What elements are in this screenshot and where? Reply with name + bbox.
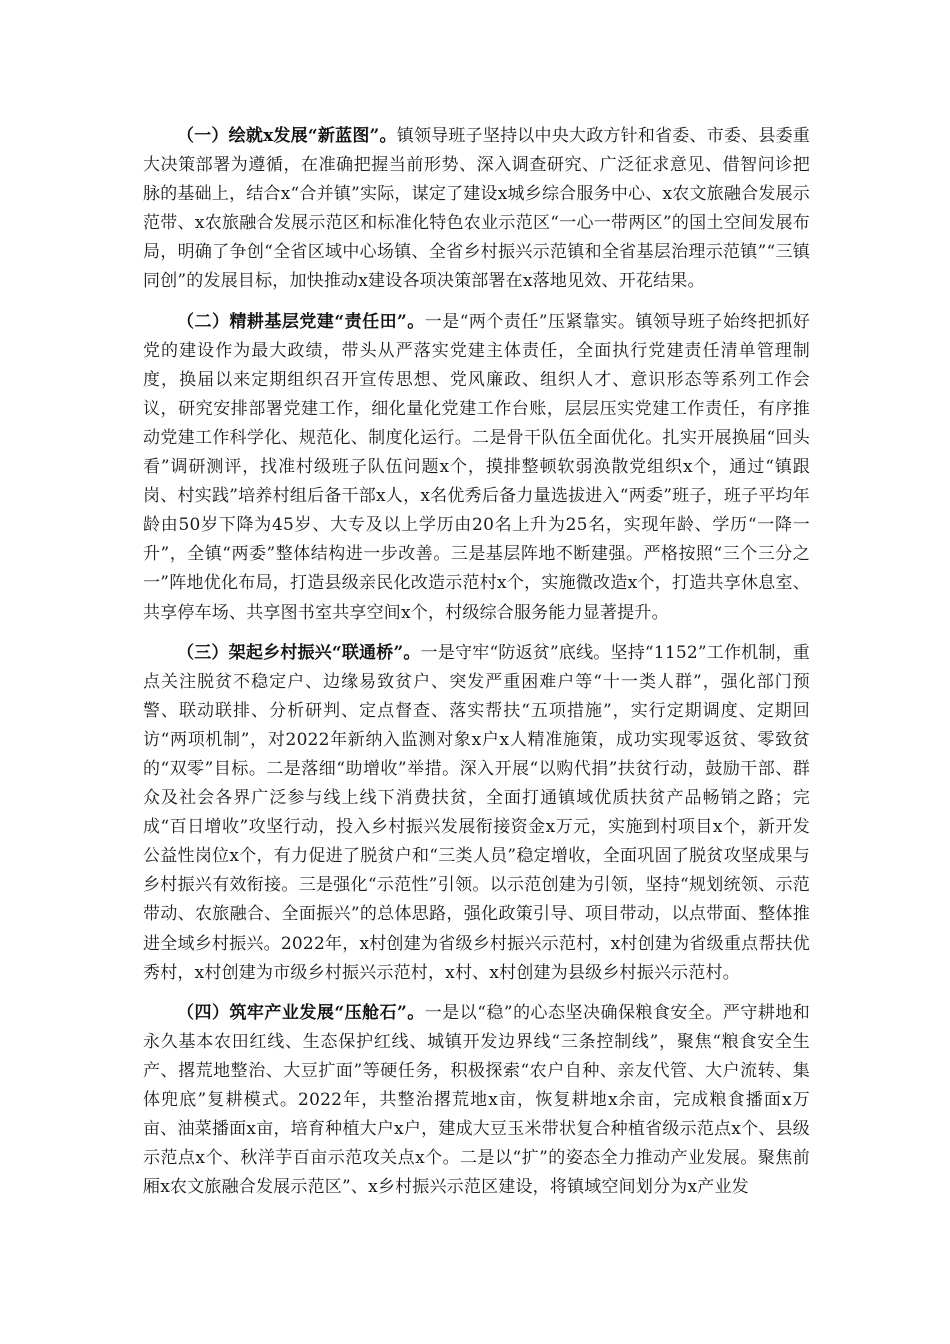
paragraph-1	[143, 122, 810, 297]
section-heading-4: （四）筑牢产业发展“压舱石”。	[177, 1002, 425, 1023]
section-body-2: 一是“两个责任”压紧靠实。镇领导班子始终把抓好党的建设作为最大政绩，带头从严落实党建主体责任，全面执行党建责任清单管理制度，换届以来定期组织召开宣传思想、党风廉政、组织人才、意识形态等系列工作会议，研究安排部署党建工作，细化量化党建工作台账，层层压实党建工作责任，有序推动党建工作科学化、规范化、制度化运行。二是骨干队伍全面优化。扎实开展换届“回头看”调研测评，找准村级班子队伍问题x个，摸排整顿软弱涣散党组织x个，通过“镇跟岗、村实践”培养村组后备干部x人，x名优秀后备力量选拔进入“两委”班子，班子平均年龄由50岁下降为45岁、大专及以上学历由20名上升为25名，实现年龄、学历“一降一升”，全镇“两委”整体结构进一步改善。三是基层阵地不断建强。严格按照“三个三分之一”阵地优化布局，打造县级亲民化改造示范村x个，实施微改造x个，打造共享休息室、共享停车场、共享图书室共享空间x个，村级综合服务能力显著提升。	[143, 311, 810, 623]
section-2	[143, 308, 810, 628]
section-body-4: 一是以“稳”的心态坚决确保粮食安全。严守耕地和永久基本农田红线、生态保护红线、城镇开发边界线“三条控制线”，聚焦“粮食安全生产、撂荒地整治、大豆扩面”等硬任务，积极探索“农户自种、亲友代管、大户流转、集体兜底”复耕模式。2022年，共整治撂荒地x亩，恢复耕地x余亩，完成粮食播面x万亩、油菜播面x亩，培育种植大户x户，建成大豆玉米带状复合种植省级示范点x个、县级示范点x个、秋洋芋百亩示范攻关点x个。二是以“扩”的姿态全力推动产业发展。聚焦前厢x农文旅融合发展示范区”、x乡村振兴示范区建设，将镇域空间划分为x产业发	[143, 1002, 810, 1198]
paragraph-3	[143, 639, 810, 988]
section-heading-2: （二）精耕基层党建“责任田”。	[177, 311, 425, 332]
section-3	[143, 639, 810, 988]
section-heading-3: （三）架起乡村振兴“联通桥”。	[177, 642, 421, 663]
section-body-1: 镇领导班子坚持以中央大政方针和省委、市委、县委重大决策部署为遵循，在准确把握当前形势、深入调查研究、广泛征求意见、借智问诊把脉的基础上，结合x“合并镇”实际，谋定了建设x城乡综合服务中心、x农文旅融合发展示范带、x农旅融合发展示范区和标准化特色农业示范区“一心一带两区”的国土空间发展布局，明确了争创“全省区域中心场镇、全省乡村振兴示范镇和全省基层治理示范镇”“三镇同创”的发展目标，加快推动x建设各项决策部署在x落地见效、开花结果。	[143, 126, 810, 292]
section-1	[143, 122, 810, 297]
paragraph-4	[143, 999, 810, 1203]
section-body-3: 一是守牢“防返贫”底线。坚持“1152”工作机制，重点关注脱贫不稳定户、边缘易致贫户、突发严重困难户等“十一类人群”，强化部门预警、联动联排、分析研判、定点督查、落实帮扶“五项措施”，实行定期调度、定期回访“两项机制”，对2022年新纳入监测对象x户x人精准施策，成功实现零返贫、零致贫的“双零”目标。二是落细“助增收”举措。深入开展“以购代捐”扶贫行动，鼓励干部、群众及社会各界广泛参与线上线下消费扶贫，全面打通镇域优质扶贫产品畅销之路；完成“百日增收”攻坚行动，投入乡村振兴发展衔接资金x万元，实施到村项目x个，新开发公益性岗位x个，有力促进了脱贫户和“三类人员”稳定增收，全面巩固了脱贫攻坚成果与乡村振兴有效衔接。三是强化“示范性”引领。以示范创建为引领，坚持“规划统领、示范带动、农旅融合、全面振兴”的总体思路，强化政策引导、项目带动，以点带面、整体推进全域乡村振兴。2022年，x村创建为省级乡村振兴示范村，x村创建为省级重点帮扶优秀村，x村创建为市级乡村振兴示范村，x村、x村创建为县级乡村振兴示范村。	[143, 642, 810, 983]
section-4	[143, 999, 810, 1203]
paragraph-2	[143, 308, 810, 628]
section-heading-1: （一）绘就x发展“新蓝图”。	[177, 126, 397, 146]
